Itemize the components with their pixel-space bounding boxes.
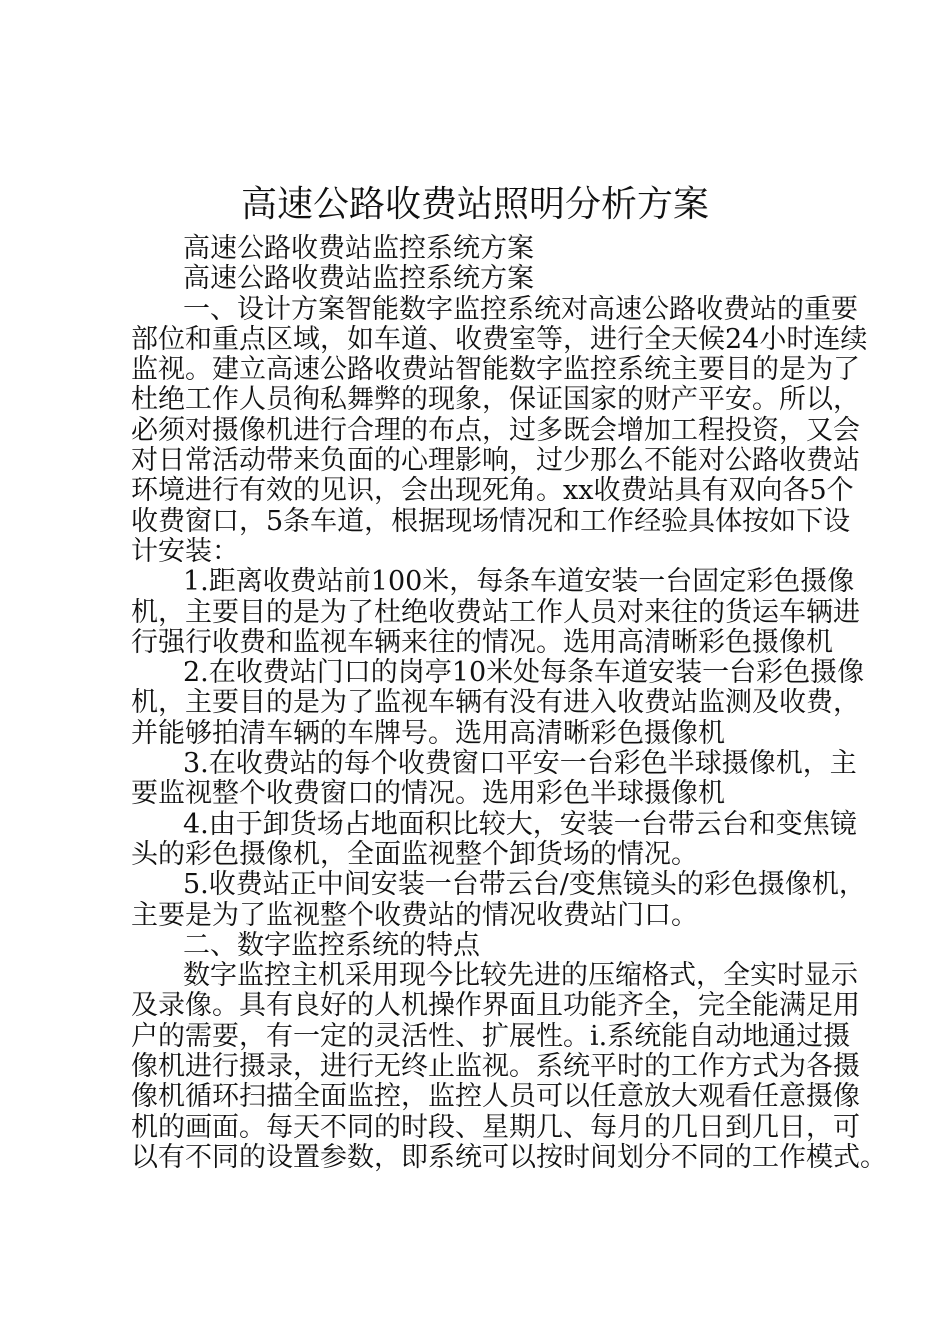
paragraph-line: 行强行收费和监视车辆来往的情况。选用高清晰彩色摄像机: [131, 626, 833, 658]
paragraph: [131, 869, 866, 931]
paragraph-line: 必须对摄像机进行合理的布点，过多既会增加工程投资，又会: [131, 414, 860, 446]
paragraph: [131, 960, 887, 1173]
paragraph: [131, 566, 860, 658]
paragraph-line: 机的画面。每天不同的时段、星期几、每月的几日到几日，可: [131, 1111, 860, 1143]
paragraph-line: 杜绝工作人员徇私舞弊的现象，保证国家的财产平安。所以，: [131, 384, 860, 416]
paragraph: [131, 657, 865, 749]
paragraph-line: 高速公路收费站监控系统方案: [183, 263, 534, 295]
paragraph-line: 数字监控主机采用现今比较先进的压缩格式，全实时显示: [183, 960, 858, 992]
paragraph-line: 头的彩色摄像机，全面监视整个卸货场的情况。: [131, 838, 698, 870]
paragraph-line: 4.由于卸货场占地面积比较大，安装一台带云台和变焦镜: [183, 808, 857, 840]
paragraph-line: 计安装：: [131, 535, 239, 567]
paragraph: [131, 748, 857, 810]
paragraph-line: 二、数字监控系统的特点: [183, 929, 480, 961]
paragraph-line: 像机循环扫描全面监控，监控人员可以任意放大观看任意摄像: [131, 1081, 860, 1113]
document-body: [131, 233, 887, 1173]
paragraph-line: 部位和重点区域，如车道、收费室等，进行全天候24小时连续: [131, 323, 868, 355]
paragraph-line: 户的需要，有一定的灵活性、扩展性。i.系统能自动地通过摄: [131, 1020, 851, 1052]
paragraph-line: 一、设计方案智能数字监控系统对高速公路收费站的重要: [183, 293, 858, 325]
paragraph: [131, 931, 831, 961]
paragraph: [131, 808, 857, 871]
paragraph-line: 1.距离收费站前100米，每条车道安装一台固定彩色摄像: [183, 566, 855, 598]
document-title: 高速公路收费站照明分析方案: [240, 184, 709, 225]
paragraph: [131, 234, 831, 264]
paragraph-line: 收费窗口，5条车道，根据现场情况和工作经验具体按如下设: [131, 505, 851, 537]
paragraph-line: 像机进行摄录，进行无终止监视。系统平时的工作方式为各摄: [131, 1051, 860, 1083]
paragraph-line: 3.在收费站的每个收费窗口平安一台彩色半球摄像机，主: [183, 748, 857, 780]
paragraph-line: 2.在收费站门口的岗亭10米处每条车道安装一台彩色摄像: [183, 657, 865, 689]
paragraph: [131, 264, 831, 294]
paragraph-line: 对日常活动带来负面的心理影响，过少那么不能对公路收费站: [131, 445, 860, 477]
paragraph-line: 及录像。具有良好的人机操作界面且功能齐全，完全能满足用: [131, 990, 860, 1022]
paragraph-line: 机，主要目的是为了监视车辆有没有进入收费站监测及收费，: [131, 687, 860, 719]
paragraph-line: 以有不同的设置参数，即系统可以按时间划分不同的工作模式。: [131, 1141, 887, 1173]
paragraph-line: 环境进行有效的见识，会出现死角。xx收费站具有双向各5个: [131, 475, 854, 507]
paragraph: [131, 293, 868, 568]
paragraph-line: 要监视整个收费窗口的情况。选用彩色半球摄像机: [131, 778, 725, 810]
paragraph-line: 主要是为了监视整个收费站的情况收费站门口。: [131, 899, 698, 931]
paragraph-line: 高速公路收费站监控系统方案: [183, 233, 534, 264]
paragraph-line: 机，主要目的是为了杜绝收费站工作人员对来往的货运车辆进: [131, 596, 860, 628]
paragraph-line: 监视。建立高速公路收费站智能数字监控系统主要目的是为了: [131, 354, 860, 386]
paragraph-line: 并能够拍清车辆的车牌号。选用高清晰彩色摄像机: [131, 717, 725, 749]
paragraph-line: 5.收费站正中间安装一台带云台/变焦镜头的彩色摄像机，: [183, 869, 866, 901]
